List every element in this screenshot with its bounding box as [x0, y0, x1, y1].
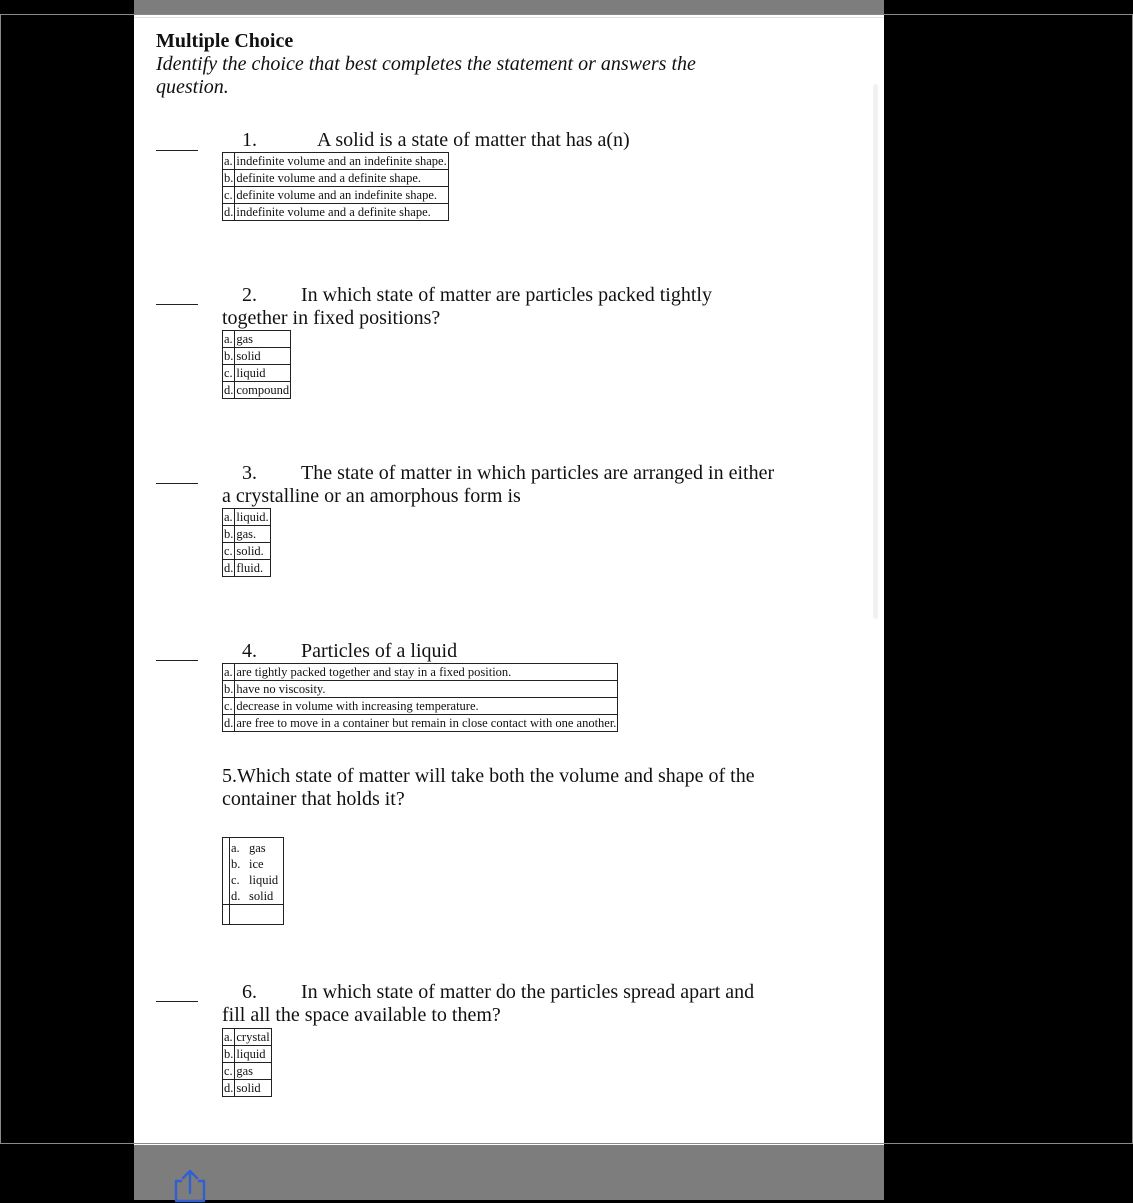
option-letter: d. [224, 383, 234, 397]
option-letter: b. [224, 527, 234, 541]
option-letter: c. [223, 1063, 235, 1080]
option-row[interactable] [223, 1063, 272, 1080]
option-text: ice [249, 857, 264, 871]
option-row[interactable] [223, 382, 291, 399]
question-stem-line2: fill all the space available to them? [222, 1004, 501, 1026]
question-stem-line2: together in fixed positions? [222, 307, 441, 329]
question-stem-line1: 5.Which state of matter will take both the volume and shape of the [222, 765, 755, 787]
option-text: have no viscosity. [235, 681, 618, 698]
question-stem-line1: The state of matter in which particles are arranged in either [301, 462, 775, 484]
answer-blank-2[interactable] [156, 304, 198, 305]
option-text: definite volume and a definite shape. [235, 170, 448, 187]
option-letter: d. [224, 205, 234, 219]
question-number: 6. [242, 981, 257, 1003]
option-row[interactable] [223, 187, 449, 204]
option-text: are tightly packed together and stay in a fixed position. [235, 664, 618, 681]
question-6-options [222, 1028, 272, 1097]
question-number: 2. [242, 284, 257, 306]
option-row[interactable] [231, 840, 278, 856]
option-text: liquid [249, 873, 279, 887]
option-letter: c. [223, 187, 235, 204]
option-text: solid [235, 1080, 271, 1097]
section-heading: Multiple Choice [156, 30, 294, 52]
option-row[interactable] [223, 153, 449, 170]
option-letter: c. [223, 543, 235, 560]
option-row[interactable] [223, 698, 618, 715]
option-letter: b. [224, 171, 234, 185]
option-letter: d. [224, 1081, 234, 1095]
option-letter: c. [223, 698, 235, 715]
answer-blank-1[interactable] [156, 150, 198, 151]
option-row[interactable] [223, 170, 449, 187]
option-text: fluid. [235, 560, 270, 577]
question-2-options [222, 330, 291, 399]
answer-blank-6[interactable] [156, 1001, 198, 1002]
option-row[interactable] [223, 560, 271, 577]
option-row[interactable] [231, 856, 278, 872]
question-4-text [222, 640, 457, 663]
option-row[interactable] [223, 526, 271, 543]
option-row[interactable] [223, 365, 291, 382]
question-stem: Particles of a liquid [301, 640, 458, 662]
question-1-options [222, 152, 449, 221]
option-text: indefinite volume and an indefinite shape. [236, 154, 447, 168]
option-row[interactable] [223, 204, 449, 221]
question-stem-line2: a crystalline or an amorphous form is [222, 485, 521, 507]
option-letter: a. [231, 841, 240, 855]
option-text: gas [235, 331, 291, 348]
option-letter: a. [223, 509, 235, 526]
option-letter: a. [223, 153, 235, 170]
question-stem-line1: In which state of matter do the particles spread apart and [301, 981, 755, 1003]
option-text: liquid [235, 365, 291, 382]
question-number: 4. [242, 640, 257, 662]
question-6-text [222, 981, 754, 1027]
question-5-options [222, 837, 284, 925]
option-list [231, 840, 278, 904]
question-1-text [222, 129, 630, 152]
option-row[interactable] [223, 1029, 272, 1046]
option-text: gas [235, 1063, 271, 1080]
answer-blank-3[interactable] [156, 483, 198, 484]
question-2-text [222, 284, 712, 330]
option-letter: b. [224, 1047, 234, 1061]
bottom-toolbar [134, 1145, 884, 1200]
question-number: 1. [242, 129, 257, 151]
option-letter: d. [224, 561, 234, 575]
option-letter: d. [224, 716, 234, 730]
question-3-options [222, 508, 271, 577]
option-row[interactable] [223, 715, 618, 732]
option-row[interactable] [223, 509, 271, 526]
option-letter: b. [224, 349, 234, 363]
option-text: solid. [235, 543, 270, 560]
option-row[interactable] [231, 872, 278, 888]
question-4-options [222, 663, 618, 732]
option-letter: c. [231, 873, 240, 887]
table-divider [229, 838, 230, 924]
option-text: gas [249, 841, 266, 855]
answer-blank-4[interactable] [156, 660, 198, 661]
top-bar [134, 0, 884, 14]
question-3-text [222, 462, 774, 508]
option-text: solid [249, 889, 274, 903]
question-5-text [222, 765, 822, 811]
option-text: gas. [235, 526, 270, 543]
option-letter: b. [224, 682, 234, 696]
option-row[interactable] [223, 348, 291, 365]
option-letter: d. [231, 889, 241, 903]
option-letter: c. [223, 365, 235, 382]
option-text: indefinite volume and a definite shape. [235, 204, 448, 221]
option-letter: a. [223, 331, 235, 348]
page-top-divider [134, 17, 884, 18]
option-text: decrease in volume with increasing temperature. [235, 698, 618, 715]
option-text: compound [236, 383, 290, 397]
question-stem-line1: In which state of matter are particles packed tightly [301, 284, 712, 306]
table-divider [223, 904, 283, 905]
option-row[interactable] [223, 543, 271, 560]
scrollbar[interactable] [873, 84, 878, 619]
document-page [134, 14, 884, 1145]
question-number: 3. [242, 462, 257, 484]
option-row[interactable] [223, 331, 291, 348]
question-stem: A solid is a state of matter that has a(n) [317, 129, 630, 151]
option-row[interactable] [223, 681, 618, 698]
option-text: solid [235, 348, 291, 365]
option-text: definite volume and an indefinite shape. [235, 187, 448, 204]
option-row[interactable] [223, 1046, 272, 1063]
question-stem-line2: container that holds it? [222, 788, 405, 810]
option-text: liquid. [236, 510, 269, 524]
instructions: Identify the choice that best completes the statement or answers the question. [156, 53, 696, 98]
option-letter: b. [231, 857, 241, 871]
option-row[interactable] [223, 664, 618, 681]
share-icon[interactable] [170, 1169, 210, 1203]
option-letter: a. [223, 664, 235, 681]
option-text: liquid [235, 1046, 271, 1063]
option-letter: a. [223, 1029, 235, 1046]
option-text: crystal [236, 1030, 270, 1044]
option-row[interactable] [231, 888, 278, 904]
option-row[interactable] [223, 1080, 272, 1097]
option-text: are free to move in a container but remain in close contact with one another. [236, 716, 617, 730]
